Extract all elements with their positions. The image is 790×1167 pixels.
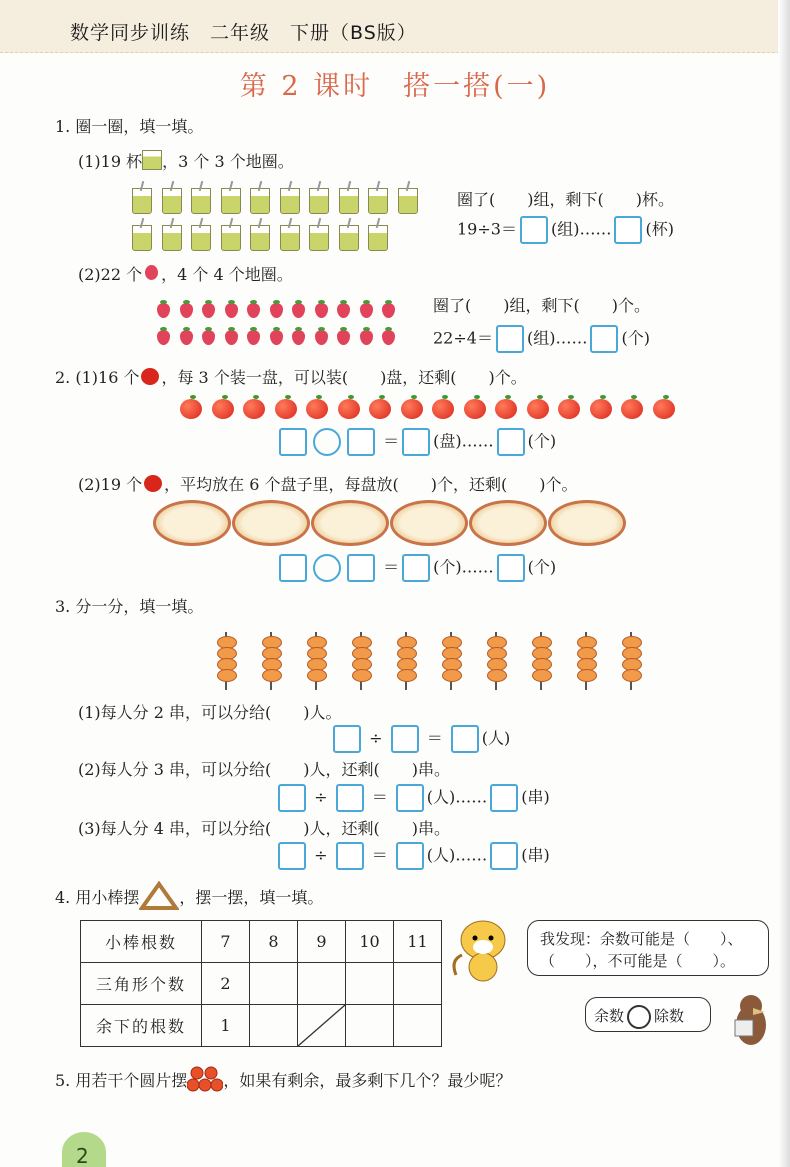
plate-icon — [232, 500, 310, 546]
eq-text: ＝ — [383, 557, 400, 577]
tiger-mascot-icon — [448, 915, 518, 983]
bubble-line: （ ），不可能是（ ）。 — [540, 952, 736, 970]
answer-box[interactable] — [402, 428, 430, 456]
cup-icon — [142, 150, 162, 170]
apple-icon — [141, 368, 159, 385]
q2-part1-equation — [276, 428, 556, 456]
plate-icon — [548, 500, 626, 546]
cup-icon — [191, 225, 211, 251]
strawberry-icon — [145, 265, 158, 280]
eq-text: 19÷3＝ — [457, 219, 517, 239]
apple-icon — [558, 399, 580, 419]
book-title: 数学同步训练 二年级 下册（BS版） — [70, 22, 417, 44]
ball — [397, 669, 417, 682]
strawberry-icon — [180, 330, 193, 345]
q1-part1-prompt — [78, 147, 294, 172]
header-band — [0, 0, 790, 53]
unit-text: (个)…… — [433, 557, 494, 577]
skewer-icon — [495, 632, 497, 690]
eq-text: ＝ — [371, 845, 388, 865]
apple-icon — [338, 399, 360, 419]
discovery-speech-bubble — [527, 920, 769, 976]
divisor-label: 除数 — [654, 1007, 685, 1025]
table-cell[interactable] — [346, 1005, 394, 1047]
table-row — [81, 921, 442, 963]
eq-text: ÷ — [314, 845, 328, 865]
unit-text: (杯) — [645, 219, 674, 239]
eq-text: ÷ — [369, 728, 383, 748]
answer-box[interactable] — [278, 784, 306, 812]
plate-icon — [311, 500, 389, 546]
counter-discs-icon — [187, 1065, 223, 1093]
skewer-icon — [405, 632, 407, 690]
strawberry-icon — [157, 303, 170, 318]
ball — [577, 669, 597, 682]
apple-icon — [621, 399, 643, 419]
eq-text: ÷ — [314, 787, 328, 807]
q2-part1-prompt — [55, 365, 527, 388]
prompt-text: (2)22 个 — [78, 265, 143, 284]
table-cell: 11 — [394, 921, 442, 963]
cup-icon — [132, 188, 152, 214]
cup-icon — [339, 188, 359, 214]
skewer-icon — [450, 632, 452, 690]
answer-box[interactable] — [336, 784, 364, 812]
q3-part3-equation — [275, 842, 550, 870]
strawberry-icon — [202, 330, 215, 345]
ball — [487, 669, 507, 682]
cup-icon — [339, 225, 359, 251]
diagonal-line — [298, 1005, 345, 1046]
answer-box[interactable] — [496, 325, 524, 353]
plate-icon — [390, 500, 468, 546]
stick-triangle-icon — [139, 881, 179, 911]
q3-part3-prompt: (3)每人分 4 串，可以分给( )人，还剩( )串。 — [78, 819, 450, 838]
strawberry-icon — [247, 330, 260, 345]
table-cell: 7 — [202, 921, 250, 963]
cup-icon — [280, 188, 300, 214]
eq-text: ＝ — [371, 787, 388, 807]
q3-heading: 3. 分一分，填一填。 — [55, 597, 204, 616]
cup-icon — [398, 188, 418, 214]
ball — [352, 669, 372, 682]
compare-speech-bubble — [585, 997, 711, 1032]
answer-box[interactable] — [590, 325, 618, 353]
table-cell: 9 — [298, 921, 346, 963]
answer-box[interactable] — [279, 554, 307, 582]
operator-circle[interactable] — [313, 428, 341, 456]
q3-part1-equation — [330, 725, 510, 753]
answer-box[interactable] — [490, 842, 518, 870]
ball — [532, 669, 552, 682]
q1-part2-equation — [433, 325, 650, 353]
ball — [262, 669, 282, 682]
prompt-text: 5. 用若干个圆片摆 — [55, 1071, 188, 1090]
table-cell[interactable] — [298, 963, 346, 1005]
answer-box[interactable] — [490, 784, 518, 812]
strawberry-icon — [315, 303, 328, 318]
compare-circle[interactable] — [627, 1005, 651, 1029]
skewer-icon — [630, 632, 632, 690]
table-cell[interactable] — [394, 963, 442, 1005]
q3-part2-prompt: (2)每人分 3 串，可以分给( )人，还剩( )串。 — [78, 760, 450, 779]
table-cell: 1 — [202, 1005, 250, 1047]
apple-icon — [653, 399, 675, 419]
strawberry-icon — [270, 330, 283, 345]
q5-prompt — [55, 1065, 511, 1093]
page-number-frog — [62, 1132, 106, 1167]
strawberry-icon — [337, 330, 350, 345]
strawberry-icon — [157, 330, 170, 345]
answer-box[interactable] — [497, 428, 525, 456]
prompt-text: ，如果有剩余，最多剩下几个？最少呢？ — [223, 1071, 512, 1090]
answer-box[interactable] — [333, 725, 361, 753]
strawberry-icon — [225, 303, 238, 318]
answer-box[interactable] — [279, 428, 307, 456]
unit-text: (串) — [521, 845, 550, 865]
plate-icon — [153, 500, 231, 546]
cup-icon — [309, 188, 329, 214]
strawberry-icon — [202, 303, 215, 318]
table-cell: 8 — [250, 921, 298, 963]
answer-box[interactable] — [520, 216, 548, 244]
strawberry-icon — [382, 303, 395, 318]
apple-icon — [432, 399, 454, 419]
cup-icon — [250, 188, 270, 214]
operator-circle[interactable] — [313, 554, 341, 582]
table-cell[interactable] — [250, 1005, 298, 1047]
skewer-icon — [225, 632, 227, 690]
ball — [217, 669, 237, 682]
cup-icon — [309, 225, 329, 251]
table-cell[interactable] — [250, 963, 298, 1005]
compare-text — [594, 1005, 684, 1029]
table-cell: 10 — [346, 921, 394, 963]
answer-box[interactable] — [451, 725, 479, 753]
answer-box[interactable] — [391, 725, 419, 753]
q1-part1-fill: 圈了( )组，剩下( )杯。 — [457, 190, 674, 209]
q1-part2-prompt — [78, 262, 293, 285]
apple-icon — [212, 399, 234, 419]
row-label: 小棒根数 — [81, 921, 202, 963]
prompt-text: ，平均放在 6 个盘子里，每盘放( )个，还剩( )个。 — [164, 475, 578, 494]
strawberry-icon — [292, 303, 305, 318]
skewer-icon — [360, 632, 362, 690]
q1-part2-fill: 圈了( )组，剩下( )个。 — [433, 296, 650, 315]
cup-icon — [368, 188, 388, 214]
apple-icon — [144, 475, 162, 492]
strawberry-icon — [180, 303, 193, 318]
cup-icon — [280, 225, 300, 251]
answer-box[interactable] — [347, 554, 375, 582]
q3-part2-equation — [275, 784, 550, 812]
cup-icon — [221, 225, 241, 251]
prompt-text: ，每 3 个装一盘，可以装( )盘，还剩( )个。 — [161, 368, 527, 387]
table-cell: 2 — [202, 963, 250, 1005]
apple-icon — [590, 399, 612, 419]
unit-text: (组)…… — [550, 219, 612, 239]
page-edge — [778, 0, 790, 1167]
cup-icon — [250, 225, 270, 251]
apple-icon — [180, 399, 202, 419]
cup-icon — [368, 225, 388, 251]
lesson-title: 第 2 课时 搭一搭(一) — [239, 71, 551, 102]
eq-text: ＝ — [383, 431, 400, 451]
answer-box[interactable] — [336, 842, 364, 870]
unit-text: (人)…… — [426, 787, 488, 807]
unit-text: (个) — [621, 328, 650, 348]
apple-icon — [369, 399, 391, 419]
skewer-icon — [585, 632, 587, 690]
strawberry-icon — [225, 330, 238, 345]
prompt-text: (2)19 个 — [78, 475, 143, 494]
unit-text: (人) — [481, 728, 511, 748]
apple-icon — [306, 399, 328, 419]
strawberry-icon — [315, 330, 328, 345]
unit-text: (人)…… — [426, 845, 488, 865]
cup-icon — [162, 225, 182, 251]
prompt-text: (1)19 杯 — [78, 152, 143, 171]
q1-part1-equation — [457, 216, 674, 244]
prompt-text: 2. (1)16 个 — [55, 368, 140, 387]
q2-part2-prompt — [78, 472, 577, 495]
bird-mascot-icon — [725, 990, 777, 1052]
plate-icon — [469, 500, 547, 546]
ball — [307, 669, 327, 682]
q3-part1-prompt: (1)每人分 2 串，可以分给( )人。 — [78, 703, 342, 722]
table-cell[interactable] — [394, 1005, 442, 1047]
apple-icon — [464, 399, 486, 419]
prompt-text: 4. 用小棒摆 — [55, 888, 140, 907]
cup-icon — [191, 188, 211, 214]
unit-text: (个) — [527, 557, 557, 577]
ball — [442, 669, 462, 682]
row-label: 余下的根数 — [81, 1005, 202, 1047]
strawberry-icon — [382, 330, 395, 345]
strawberry-icon — [247, 303, 260, 318]
prompt-text: ，3 个 3 个地圈。 — [162, 152, 294, 171]
answer-box[interactable] — [347, 428, 375, 456]
q2-part2-equation — [276, 554, 556, 582]
table-row — [81, 1005, 442, 1047]
q4-prompt — [55, 881, 323, 911]
answer-box[interactable] — [497, 554, 525, 582]
answer-box[interactable] — [614, 216, 642, 244]
table-cell[interactable] — [346, 963, 394, 1005]
eq-text: 22÷4＝ — [433, 328, 493, 348]
sticks-table — [80, 920, 442, 1047]
strawberry-icon — [270, 303, 283, 318]
row-label: 三角形个数 — [81, 963, 202, 1005]
apple-icon — [401, 399, 423, 419]
eq-text: ＝ — [426, 728, 443, 748]
strawberry-icon — [360, 330, 373, 345]
q1-heading: 1. 圈一圈，填一填。 — [55, 117, 204, 136]
remainder-label: 余数 — [594, 1007, 625, 1025]
cup-icon — [132, 225, 152, 251]
unit-text: (个) — [527, 431, 557, 451]
skewer-icon — [315, 632, 317, 690]
apple-icon — [243, 399, 265, 419]
ball — [622, 669, 642, 682]
skewer-icon — [540, 632, 542, 690]
apple-icon — [275, 399, 297, 419]
unit-text: (组)…… — [526, 328, 588, 348]
page-number: 2 — [76, 1144, 89, 1167]
unit-text: (串) — [521, 787, 550, 807]
prompt-text: ，4 个 4 个地圈。 — [161, 265, 293, 284]
apple-icon — [527, 399, 549, 419]
prompt-text: ，摆一摆，填一填。 — [179, 888, 324, 907]
strawberry-icon — [337, 303, 350, 318]
cup-icon — [162, 188, 182, 214]
strawberry-icon — [360, 303, 373, 318]
answer-box[interactable] — [278, 842, 306, 870]
cup-icon — [221, 188, 241, 214]
table-cell[interactable] — [298, 1005, 346, 1047]
strawberry-icon — [292, 330, 305, 345]
answer-box[interactable] — [402, 554, 430, 582]
answer-box[interactable] — [396, 784, 424, 812]
bubble-line: 我发现：余数可能是（ ）、 — [540, 930, 743, 948]
table-row — [81, 963, 442, 1005]
skewer-icon — [270, 632, 272, 690]
answer-box[interactable] — [396, 842, 424, 870]
apple-icon — [495, 399, 517, 419]
unit-text: (盘)…… — [433, 431, 494, 451]
